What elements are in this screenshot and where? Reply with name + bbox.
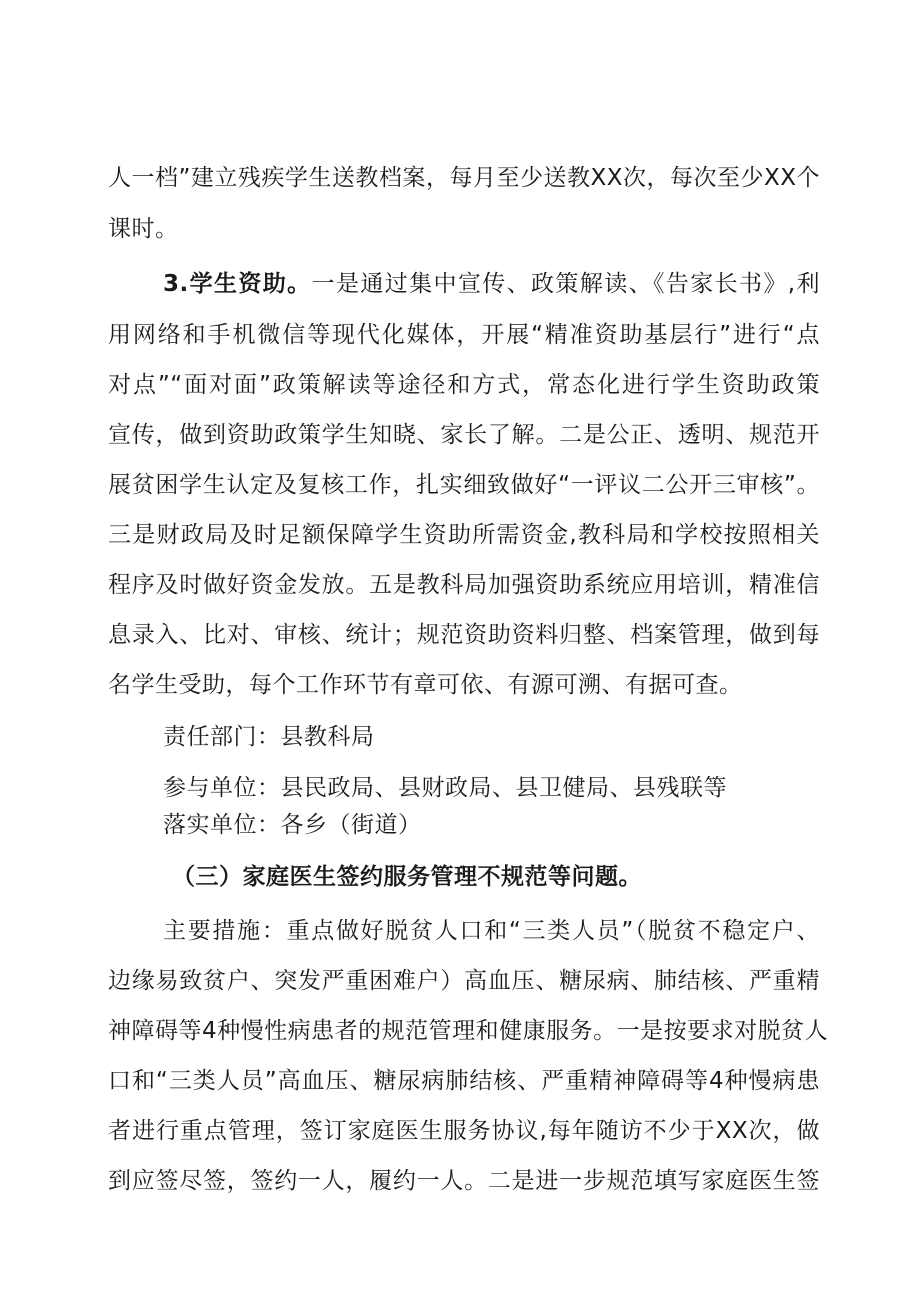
text-line-8: 展贫困学生认定及复核工作，扎实细致做好“一评议二公开三审核”。 <box>108 472 820 498</box>
text-line-7: 宣传，做到资助政策学生知晓、家长了解。二是公正、透明、规范开 <box>108 422 820 448</box>
text-line-5: 用网络和手机微信等现代化媒体，开展“精准资助基层行”进行“点 <box>108 322 820 348</box>
section-3-heading: 3.学生资助。 <box>163 271 312 297</box>
text-line-11: 息录入、比对、审核、统计；规范资助资料归整、档案管理，做到每 <box>108 622 820 648</box>
section-3-line-1 <box>163 264 820 304</box>
section-heading-3: （三）家庭医生签约服务管理不规范等问题。 <box>172 864 642 890</box>
text-line-21: 者进行重点管理，签订家庭医生服务协议,每年随访不少于XX次，做 <box>108 1118 820 1144</box>
responsible-department: 责任部门：县教科局 <box>163 724 375 750</box>
text-line-6: 对点”“面对面”政策解读等途径和方式，常态化进行学生资助政策 <box>108 372 820 398</box>
implementing-units: 落实单位：各乡（街道） <box>163 812 422 838</box>
text-line-17: 主要措施：重点做好脱贫人口和“三类人员”（脱贫不稳定户、 <box>163 918 820 944</box>
text-line-20: 口和“三类人员”高血压、糖尿病肺结核、严重精神障碍等4种慢病患 <box>108 1068 820 1094</box>
text-line-1: 人一档”建立残疾学生送教档案，每月至少送教XX次，每次至少XX个 <box>108 165 820 191</box>
text-line-19: 神障碍等4种慢性病患者的规范管理和健康服务。一是按要求对脱贫人 <box>108 1018 829 1044</box>
text-line-2: 课时。 <box>108 216 179 242</box>
section-3-intro: 一是通过集中宣传、政策解读、《告家长书》,利 <box>311 271 820 297</box>
text-line-22: 到应签尽签，签约一人，履约一人。二是进一步规范填写家庭医生签 <box>108 1168 820 1194</box>
text-line-10: 程序及时做好资金发放。五是教科局加强资助系统应用培训，精准信 <box>108 572 820 598</box>
text-line-18: 边缘易致贫户、突发严重困难户）高血压、糖尿病、肺结核、严重精 <box>108 968 820 994</box>
text-line-9: 三是财政局及时足额保障学生资助所需资金,教科局和学校按照相关 <box>108 522 820 548</box>
text-line-12: 名学生受助，每个工作环节有章可依、有源可溯、有据可查。 <box>108 672 743 698</box>
participating-units: 参与单位：县民政局、县财政局、县卫健局、县残联等 <box>163 775 727 801</box>
